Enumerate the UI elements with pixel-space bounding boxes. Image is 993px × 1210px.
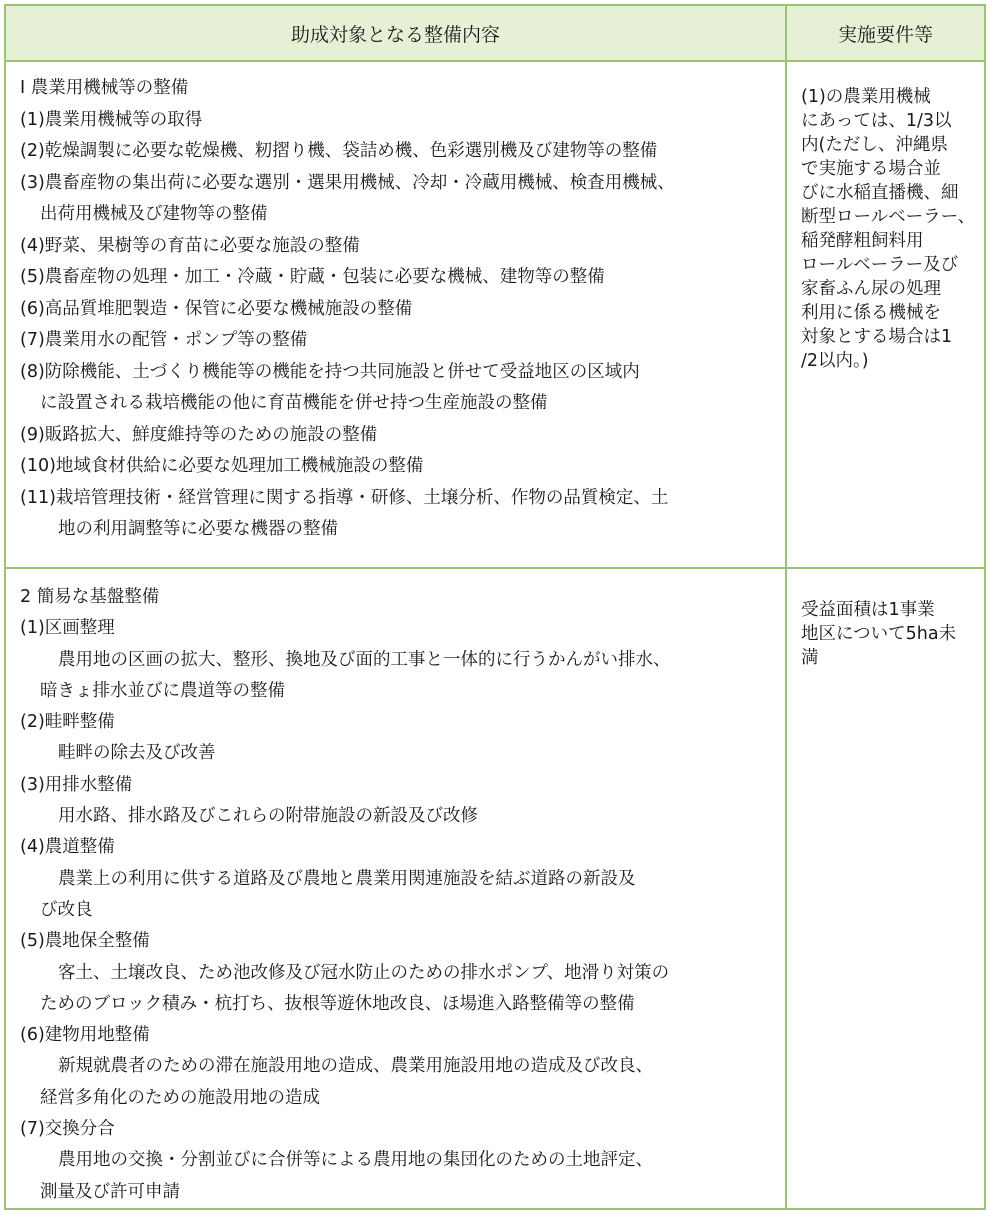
list-item: 客土、土壌改良、ため池改修及び冠水防止のための排水ポンプ、地滑り対策の [58, 962, 670, 983]
requirement-note-line: ロールベーラー及び [801, 255, 959, 275]
section1-content-cell [5, 61, 786, 568]
header-content-column: 助成対象となる整備内容 [5, 5, 786, 61]
section1-requirements-note [787, 62, 984, 373]
requirement-note-line: 断型ロールベーラー、 [801, 207, 975, 227]
section2-item-list [6, 569, 785, 1208]
list-item: び改良 [40, 899, 93, 920]
table-row [5, 61, 985, 568]
list-item: ためのブロック積み・杭打ち、抜根等遊休地改良、ほ場進入路整備等の整備 [40, 993, 635, 1014]
list-item: 経営多角化のための施設用地の造成 [40, 1087, 320, 1108]
list-item: (5)農畜産物の処理・加工・冷蔵・貯蔵・包装に必要な機械、建物等の整備 [20, 267, 605, 287]
section1-requirements-cell [786, 61, 985, 568]
requirement-note-line: /2以内。) [801, 351, 869, 371]
requirement-note-line: 満 [801, 648, 819, 668]
requirement-note-line: にあっては、1/3以 [801, 111, 952, 131]
list-item: (4)野菜、果樹等の育苗に必要な施設の整備 [20, 235, 360, 256]
list-item: (2)乾燥調製に必要な乾燥機、籾摺り機、袋詰め機、色彩選別機及び建物等の整備 [20, 141, 658, 161]
requirement-note-line: びに水稲直播機、細 [801, 183, 959, 203]
section2-content-cell [5, 568, 786, 1209]
requirement-note-line: 家畜ふん尿の処理 [801, 279, 941, 299]
list-item: (7)農業用水の配管・ポンプ等の整備 [20, 330, 308, 350]
subsidy-table [4, 4, 986, 1210]
header-requirements-column: 実施要件等 [786, 5, 985, 61]
table-header-row [5, 5, 985, 61]
list-item: (11)栽培管理技術・経営管理に関する指導・研修、土壌分析、作物の品質検定、土 [20, 487, 669, 508]
list-item: 農業上の利用に供する道路及び農地と農業用関連施設を結ぶ道路の新設及 [58, 868, 636, 889]
list-item: 地の利用調整等に必要な機器の整備 [58, 519, 338, 539]
section1-item-list [6, 62, 785, 546]
list-item: (8)防除機能、土づくり機能等の機能を持つ共同施設と併せて受益地区の区域内 [20, 361, 640, 382]
requirement-note-line: 対象とする場合は1 [801, 327, 953, 347]
list-item: 用水路、排水路及びこれらの附帯施設の新設及び改修 [58, 806, 478, 827]
list-item: (1)農業用機械等の取得 [20, 109, 203, 130]
list-item: 畦畔の除去及び改善 [58, 743, 216, 764]
list-item: (4)農道整備 [20, 837, 115, 858]
table-row [5, 568, 985, 1209]
list-item: 暗きょ排水並びに農道等の整備 [40, 680, 285, 701]
list-item: 農用地の区画の拡大、整形、換地及び面的工事と一体的に行うかんがい排水、 [58, 649, 671, 670]
list-item: (6)高品質堆肥製造・保管に必要な機械施設の整備 [20, 298, 413, 319]
list-item: I 農業用機械等の整備 [20, 78, 189, 98]
list-item: (9)販路拡大、鮮度維持等のための施設の整備 [20, 424, 378, 445]
requirement-note-line: 利用に係る機械を [801, 303, 941, 323]
list-item: 農用地の交換・分割並びに合併等による農用地の集団化のための土地評定、 [58, 1150, 653, 1171]
requirement-note-line: で実施する場合並 [801, 159, 941, 179]
requirement-note-line: 稲発酵粗飼料用 [801, 231, 924, 251]
list-item: (2)畦畔整備 [20, 712, 115, 733]
list-item: に設置される栽培機能の他に育苗機能を併せ持つ生産施設の整備 [40, 393, 548, 413]
list-item: (6)建物用地整備 [20, 1025, 150, 1046]
list-item: (3)用排水整備 [20, 774, 133, 795]
list-item: 測量及び許可申請 [40, 1181, 180, 1202]
list-item: (10)地域食材供給に必要な処理加工機械施設の整備 [20, 456, 424, 476]
section2-requirements-note [787, 569, 984, 670]
list-item: (5)農地保全整備 [20, 931, 150, 952]
list-item: 2 簡易な基盤整備 [20, 587, 160, 607]
requirement-note-line: 内(ただし、沖縄県 [801, 135, 948, 155]
requirement-note-line: (1)の農業用機械 [801, 87, 931, 107]
list-item: (7)交換分合 [20, 1119, 115, 1140]
requirement-note-line: 受益面積は1事業 [801, 600, 935, 620]
list-item: (3)農畜産物の集出荷に必要な選別・選果用機械、冷却・冷蔵用機械、検査用機械、 [20, 172, 675, 193]
list-item: 新規就農者のための滞在施設用地の造成、農業用施設用地の造成及び改良、 [58, 1056, 653, 1077]
list-item: 出荷用機械及び建物等の整備 [40, 204, 268, 224]
section2-requirements-cell [786, 568, 985, 1209]
requirement-note-line: 地区について5ha未 [801, 624, 957, 644]
list-item: (1)区画整理 [20, 618, 115, 639]
